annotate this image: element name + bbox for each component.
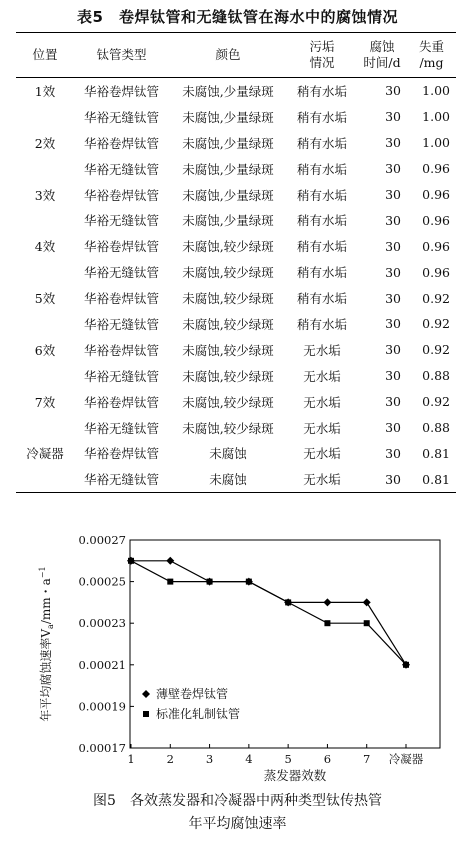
cell-fouling: 无水垢 bbox=[303, 394, 341, 410]
cell-tube-type: 华裕无缝钛管 bbox=[83, 109, 159, 125]
header-fouling: 污垢 情况 bbox=[309, 39, 335, 70]
table-row bbox=[16, 207, 456, 233]
cell-fouling: 无水垢 bbox=[303, 472, 341, 488]
cell-color: 未腐蚀,少量绿斑 bbox=[182, 109, 274, 125]
x-axis-label: 蒸发器效数 bbox=[263, 768, 327, 783]
cell-weight-loss: 0.96 bbox=[422, 212, 450, 228]
x-tick-label: 6 bbox=[323, 752, 332, 766]
cell-corrosion-days: 30 bbox=[385, 264, 401, 280]
header-position: 位置 bbox=[32, 47, 58, 62]
cell-weight-loss: 0.96 bbox=[422, 264, 450, 280]
cell-color: 未腐蚀,较少绿斑 bbox=[182, 265, 274, 281]
cell-tube-type: 华裕卷焊钛管 bbox=[83, 342, 159, 358]
x-tick-label: 4 bbox=[245, 752, 253, 766]
cell-tube-type: 华裕无缝钛管 bbox=[83, 368, 159, 384]
x-tick-label: 3 bbox=[205, 752, 214, 766]
cell-position bbox=[16, 311, 74, 337]
data-point-square bbox=[207, 579, 213, 585]
table-row bbox=[16, 182, 456, 208]
cell-weight-loss: 0.96 bbox=[422, 161, 450, 177]
cell-tube-type: 华裕卷焊钛管 bbox=[83, 446, 159, 462]
cell-weight-loss: 0.96 bbox=[422, 238, 450, 254]
caption-line-2: 年平均腐蚀速率 bbox=[188, 816, 287, 832]
cell-color: 未腐蚀,少量绿斑 bbox=[182, 187, 274, 203]
cell-weight-loss: 1.00 bbox=[422, 135, 450, 151]
cell-color: 未腐蚀,较少绿斑 bbox=[182, 368, 274, 384]
table-row bbox=[16, 466, 456, 492]
data-point-diamond bbox=[363, 598, 371, 606]
table-row bbox=[16, 311, 456, 337]
cell-tube-type: 华裕卷焊钛管 bbox=[83, 291, 159, 307]
cell-color: 未腐蚀,少量绿斑 bbox=[182, 83, 274, 99]
data-point-diamond bbox=[323, 598, 331, 606]
cell-color: 未腐蚀,少量绿斑 bbox=[182, 213, 274, 229]
cell-color: 未腐蚀,较少绿斑 bbox=[182, 394, 274, 410]
table-row bbox=[16, 337, 456, 363]
header-weight-loss: 失重 /mg bbox=[418, 39, 444, 70]
cell-weight-loss: 0.88 bbox=[422, 420, 450, 436]
data-point-square bbox=[167, 579, 173, 585]
data-point-square bbox=[246, 579, 252, 585]
corrosion-table bbox=[16, 32, 456, 493]
y-tick-label: 0.00021 bbox=[78, 657, 126, 672]
cell-tube-type: 华裕卷焊钛管 bbox=[83, 135, 159, 151]
cell-color: 未腐蚀,较少绿斑 bbox=[182, 420, 274, 436]
cell-color: 未腐蚀 bbox=[209, 446, 247, 462]
cell-position: 5效 bbox=[34, 291, 56, 307]
cell-corrosion-days: 30 bbox=[385, 368, 401, 384]
cell-weight-loss: 0.88 bbox=[422, 368, 450, 384]
table-row bbox=[16, 440, 456, 466]
cell-tube-type: 华裕无缝钛管 bbox=[83, 316, 159, 332]
table-row bbox=[16, 389, 456, 415]
cell-corrosion-days: 30 bbox=[385, 135, 401, 151]
cell-corrosion-days: 30 bbox=[385, 290, 401, 306]
table-row bbox=[16, 130, 456, 156]
cell-fouling: 稍有水垢 bbox=[296, 239, 347, 255]
cell-fouling: 无水垢 bbox=[303, 446, 341, 462]
table-row bbox=[16, 156, 456, 182]
cell-position: 1效 bbox=[34, 83, 56, 99]
series-line bbox=[131, 561, 406, 665]
cell-corrosion-days: 30 bbox=[385, 83, 401, 99]
cell-corrosion-days: 30 bbox=[385, 187, 401, 202]
cell-weight-loss: 0.92 bbox=[422, 342, 450, 358]
cell-position: 4效 bbox=[34, 239, 56, 255]
y-tick-label: 0.00023 bbox=[78, 616, 126, 631]
y-axis-label-part: 年平均腐蚀速率V bbox=[39, 628, 53, 722]
cell-tube-type: 华裕无缝钛管 bbox=[83, 161, 159, 177]
cell-tube-type: 华裕卷焊钛管 bbox=[83, 187, 159, 203]
cell-corrosion-days: 30 bbox=[385, 342, 401, 358]
cell-tube-type: 华裕卷焊钛管 bbox=[83, 83, 159, 99]
cell-corrosion-days: 30 bbox=[385, 109, 401, 125]
corrosion-rate-chart bbox=[0, 528, 475, 788]
x-tick-label: 7 bbox=[363, 752, 371, 766]
y-axis-label-part: −1 bbox=[38, 566, 47, 579]
header-corrosion-days: 腐蚀 时间/d bbox=[363, 39, 401, 70]
table-row bbox=[16, 363, 456, 389]
cell-position bbox=[16, 156, 74, 182]
table-row bbox=[16, 259, 456, 285]
legend-marker-diamond bbox=[142, 690, 150, 698]
data-point-square bbox=[285, 599, 291, 605]
cell-corrosion-days: 30 bbox=[385, 212, 401, 228]
cell-color: 未腐蚀 bbox=[209, 472, 247, 488]
table-row bbox=[16, 78, 456, 104]
cell-corrosion-days: 30 bbox=[385, 471, 401, 487]
cell-fouling: 稍有水垢 bbox=[296, 83, 347, 99]
figure-caption bbox=[0, 790, 475, 836]
table-row bbox=[16, 415, 456, 441]
legend-marker-square bbox=[143, 711, 149, 717]
cell-position bbox=[16, 207, 74, 233]
cell-position: 7效 bbox=[34, 394, 56, 410]
cell-position bbox=[16, 104, 74, 130]
cell-fouling: 稍有水垢 bbox=[296, 109, 347, 125]
cell-tube-type: 华裕无缝钛管 bbox=[83, 265, 159, 281]
y-axis-label-part: a bbox=[46, 624, 55, 629]
table-body bbox=[16, 78, 456, 493]
cell-corrosion-days: 30 bbox=[385, 161, 401, 177]
cell-fouling: 稍有水垢 bbox=[296, 135, 347, 151]
cell-color: 未腐蚀,少量绿斑 bbox=[182, 161, 274, 177]
data-point-diamond bbox=[166, 557, 174, 565]
y-tick-label: 0.00027 bbox=[78, 533, 126, 547]
cell-fouling: 稍有水垢 bbox=[296, 213, 347, 229]
cell-weight-loss: 0.92 bbox=[422, 316, 450, 332]
cell-fouling: 稍有水垢 bbox=[296, 291, 347, 307]
cell-position bbox=[16, 466, 74, 492]
cell-weight-loss: 0.81 bbox=[422, 471, 450, 487]
cell-tube-type: 华裕卷焊钛管 bbox=[83, 394, 159, 410]
cell-fouling: 无水垢 bbox=[303, 368, 341, 384]
legend-label: 薄壁卷焊钛管 bbox=[156, 687, 229, 701]
legend-label: 标准化轧制钛管 bbox=[156, 707, 241, 721]
data-point-square bbox=[324, 620, 330, 626]
cell-weight-loss: 0.92 bbox=[422, 290, 450, 306]
cell-fouling: 无水垢 bbox=[303, 342, 341, 358]
cell-corrosion-days: 30 bbox=[385, 238, 401, 254]
cell-tube-type: 华裕无缝钛管 bbox=[83, 472, 159, 488]
cell-tube-type: 华裕卷焊钛管 bbox=[83, 239, 159, 255]
cell-position: 冷凝器 bbox=[26, 446, 64, 462]
table-row bbox=[16, 285, 456, 311]
cell-position: 3效 bbox=[34, 187, 56, 203]
data-point-square bbox=[128, 558, 134, 564]
cell-tube-type: 华裕无缝钛管 bbox=[83, 213, 159, 229]
cell-corrosion-days: 30 bbox=[385, 445, 401, 461]
cell-position bbox=[16, 259, 74, 285]
cell-position: 6效 bbox=[34, 342, 56, 358]
y-axis-label bbox=[38, 566, 55, 721]
cell-weight-loss: 0.81 bbox=[422, 445, 450, 461]
table-header-row bbox=[16, 33, 456, 78]
series-line bbox=[131, 561, 406, 665]
cell-position bbox=[16, 415, 74, 441]
cell-color: 未腐蚀,少量绿斑 bbox=[182, 135, 274, 151]
cell-tube-type: 华裕无缝钛管 bbox=[83, 420, 159, 436]
cell-position bbox=[16, 363, 74, 389]
y-tick-label: 0.00019 bbox=[78, 699, 126, 714]
caption-line-1: 图5 各效蒸发器和冷凝器中两种类型钛传热管 bbox=[93, 793, 382, 809]
y-tick-label: 0.00017 bbox=[78, 741, 126, 755]
cell-corrosion-days: 30 bbox=[385, 394, 401, 410]
cell-color: 未腐蚀,较少绿斑 bbox=[182, 342, 274, 358]
header-tube-type: 钛管类型 bbox=[96, 47, 147, 62]
cell-color: 未腐蚀,较少绿斑 bbox=[182, 291, 274, 307]
cell-corrosion-days: 30 bbox=[385, 316, 401, 332]
data-point-square bbox=[364, 620, 370, 626]
header-color: 颜色 bbox=[215, 47, 241, 62]
cell-weight-loss: 1.00 bbox=[422, 83, 450, 99]
y-tick-label: 0.00025 bbox=[78, 574, 126, 589]
cell-fouling: 稍有水垢 bbox=[296, 187, 347, 203]
cell-color: 未腐蚀,较少绿斑 bbox=[182, 239, 274, 255]
cell-fouling: 稍有水垢 bbox=[296, 161, 347, 177]
x-tick-label: 1 bbox=[127, 752, 135, 766]
table-row bbox=[16, 104, 456, 130]
table-title: 表5 卷焊钛管和无缝钛管在海水中的腐蚀情况 bbox=[77, 8, 398, 26]
x-tick-label: 2 bbox=[166, 752, 174, 766]
cell-position: 2效 bbox=[34, 135, 56, 151]
cell-corrosion-days: 30 bbox=[385, 420, 401, 436]
chart-svg bbox=[0, 528, 475, 788]
cell-weight-loss: 0.96 bbox=[422, 187, 450, 202]
data-point-square bbox=[403, 662, 409, 668]
x-tick-label: 5 bbox=[284, 752, 292, 766]
cell-weight-loss: 0.92 bbox=[422, 394, 450, 410]
y-axis-label-part: /mm・a bbox=[39, 578, 53, 625]
cell-fouling: 稍有水垢 bbox=[296, 265, 347, 281]
table-row bbox=[16, 233, 456, 259]
x-tick-label: 冷凝器 bbox=[388, 752, 424, 766]
cell-weight-loss: 1.00 bbox=[422, 109, 450, 125]
cell-fouling: 稍有水垢 bbox=[296, 316, 347, 332]
cell-color: 未腐蚀,较少绿斑 bbox=[182, 316, 274, 332]
cell-fouling: 无水垢 bbox=[303, 420, 341, 436]
